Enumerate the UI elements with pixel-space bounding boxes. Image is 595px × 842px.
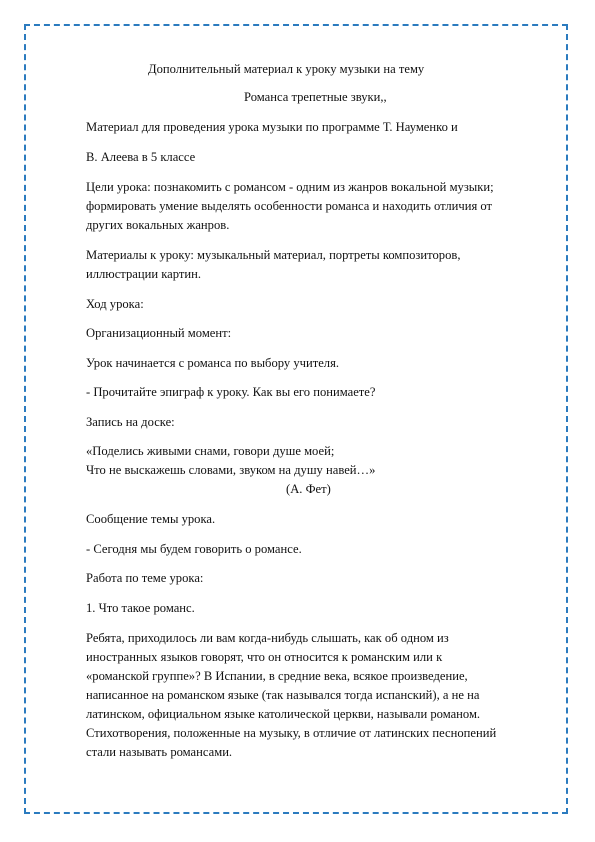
doc-title: Дополнительный материал к уроку музыки на тему [148,62,425,76]
goals-line-2: формировать умение выделять особенности романса и находить отличия от [86,199,493,213]
lesson-start: Урок начинается с романса по выбору учителя. [86,356,340,370]
story-line-2: иностранных языков говорят, что он относится к романским или к [86,650,443,664]
program-line-1: Материал для проведения урока музыки по программе Т. Науменко и [86,120,458,134]
goals-line-3: других вокальных жанров. [86,218,230,232]
epigraph-line-2: Что не выскажешь словами, звуком на душу навей…» [86,463,376,477]
story-line-7: стали называть романсами. [86,745,233,759]
lesson-course: Ход урока: [86,297,144,311]
epigraph-question: - Прочитайте эпиграф к уроку. Как вы его понимаете? [86,385,376,399]
story-line-6: Стихотворения, положенные на музыку, в отличие от латинских песнопений [86,726,497,740]
story-line-4: написанное на романском языке (так назывался тогда испанский), а не на [86,688,480,702]
board-note: Запись на доске: [86,415,175,429]
org-moment: Организационный момент: [86,326,232,340]
topic-today: - Сегодня мы будем говорить о романсе. [86,542,302,556]
story-line-1: Ребята, приходилось ли вам когда-нибудь слышать, как об одном из [86,631,449,645]
program-line-2: В. Алеева в 5 классе [86,150,196,164]
question-1: 1. Что такое романс. [86,601,195,615]
goals-line-1: Цели урока: познакомить с романсом - одним из жанров вокальной музыки; [86,180,494,194]
work-on-topic: Работа по теме урока: [86,571,204,585]
story-line-3: «романской группе»? В Испании, в средние века, всякое произведение, [86,669,468,683]
epigraph-line-1: «Поделись живыми снами, говори душе моей; [86,444,335,458]
materials-line-2: иллюстрации картин. [86,267,201,281]
doc-subtitle: Романса трепетные звуки,, [244,90,387,104]
epigraph-author: (А. Фет) [286,482,331,496]
materials-line-1: Материалы к уроку: музыкальный материал, портреты композиторов, [86,248,461,262]
story-line-5: латинском, официальном языке католической церкви, называли романом. [86,707,481,721]
topic-message: Сообщение темы урока. [86,512,216,526]
